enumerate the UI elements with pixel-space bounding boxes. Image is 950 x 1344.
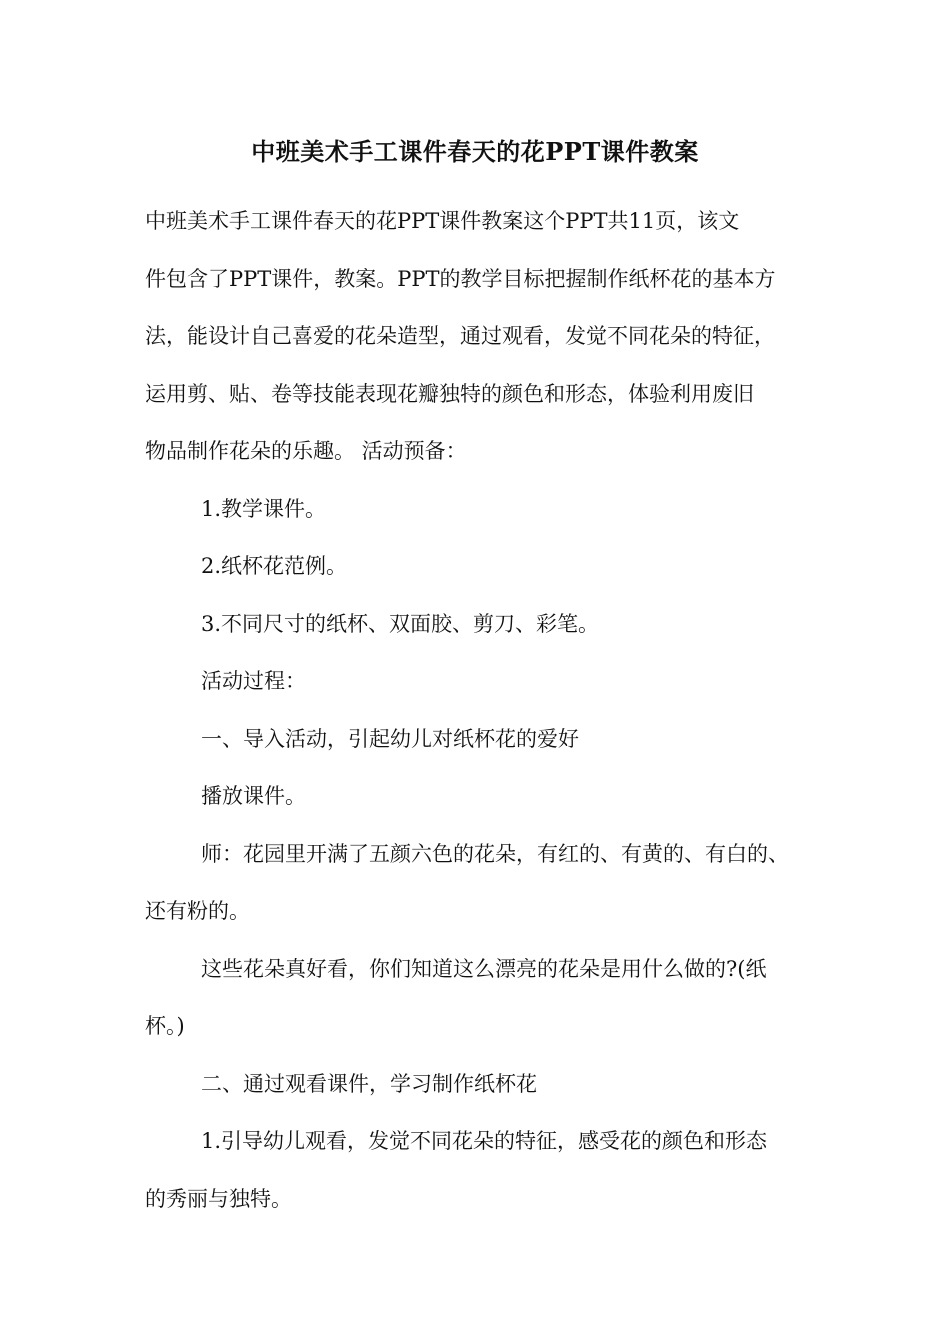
prep-item: 3.不同尺寸的纸杯、双面胶、剪刀、彩笔。 [201,611,600,636]
document-title: 中班美术手工课件春天的花PPT课件教案 [251,137,699,166]
section-2-item-line: 的秀丽与独特。 [145,1186,292,1211]
question-line: 杯。) [145,1014,185,1038]
intro-paragraph [145,193,835,481]
intro-line: 运用剪、贴、卷等技能表现花瓣独特的颜色和形态，体验利用废旧 [145,381,754,406]
prep-list [145,481,835,826]
prep-item: 2.纸杯花范例。 [201,554,348,578]
teacher-paragraph [145,826,835,941]
section-2-heading: 二、通过观看课件，学习制作纸杯花 [201,1071,537,1096]
section-1-heading: 一、导入活动，引起幼儿对纸杯花的爱好 [201,726,579,751]
question-line: 这些花朵真好看，你们知道这么漂亮的花朵是用什么做的?(纸 [201,956,767,981]
process-heading: 活动过程： [201,669,306,693]
intro-line: 中班美术手工课件春天的花PPT课件教案这个PPT共11页，该文 [145,209,740,233]
prep-item: 1.教学课件。 [201,496,327,521]
section-2 [145,1056,835,1229]
section-1-play: 播放课件。 [201,784,306,808]
teacher-line: 还有粉的。 [145,899,250,923]
intro-line: 法，能设计自己喜爱的花朵造型，通过观看，发觉不同花朵的特征， [145,324,775,348]
intro-line: 件包含了PPT课件，教案。PPT的教学目标把握制作纸杯花的基本方 [145,266,776,291]
intro-line: 物品制作花朵的乐趣。 活动预备： [145,439,467,463]
question-paragraph [145,941,835,1056]
section-2-item-line: 1.引导幼儿观看，发觉不同花朵的特征，感受花的颜色和形态 [201,1129,768,1153]
teacher-line: 师：花园里开满了五颜六色的花朵，有红的、有黄的、有白的、 [201,841,789,866]
